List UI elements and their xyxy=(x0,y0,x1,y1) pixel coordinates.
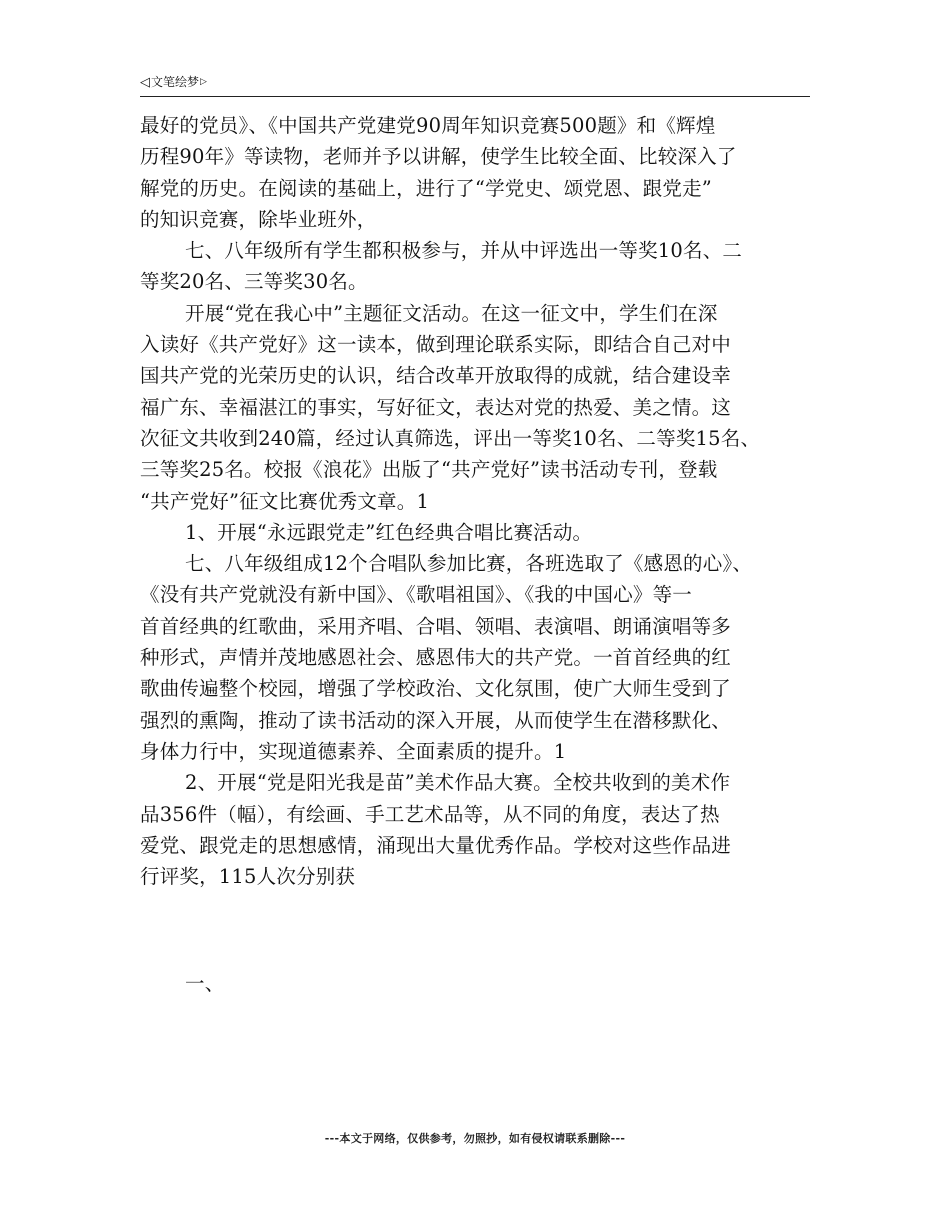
paragraph-start-line: 开展“党在我心中”主题征文活动。在这一征文中，学生们在深 xyxy=(185,301,718,325)
body-line: 等奖20名、三等奖30名。 xyxy=(140,270,368,294)
body-line: 解党的历史。在阅读的基础上，进行了“学党史、颂党恩、跟党走” xyxy=(140,176,712,200)
header-brand xyxy=(140,74,207,91)
paragraph-start-line: 七、八年级组成12个合唱队参加比赛，各班选取了《感恩的心》、 xyxy=(185,552,753,576)
page-footer: ---本文于网络，仅供参考，勿照抄，如有侵权请联系删除--- xyxy=(324,1132,626,1145)
spacer xyxy=(140,892,820,968)
body-line: 福广东、幸福湛江的事实，写好征文，表达对党的热爱、美之情。这 xyxy=(140,395,732,419)
body-line: 种形式，声情并茂地感恩社会、感恩伟大的共产党。一首首经典的红 xyxy=(140,646,732,670)
body-line: 《没有共产党就没有新中国》、《歌唱祖国》、《我的中国心》等一 xyxy=(140,583,693,607)
body-line: 的知识竞赛，除毕业班外， xyxy=(140,207,377,231)
body-line: 三等奖25名。校报《浪花》出版了“共产党好”读书活动专刊，登载 xyxy=(140,458,718,482)
body-line: 历程90年》等读物，老师并予以讲解，使学生比较全面、比较深入了 xyxy=(140,145,737,169)
document-body xyxy=(140,110,820,1000)
page-header xyxy=(140,74,810,97)
body-line: 品356件（幅），有绘画、手工艺术品等，从不同的角度，表达了热 xyxy=(140,802,720,826)
body-line: 行评奖，115人次分别获 xyxy=(140,865,356,889)
triangle-right-icon: ▷ xyxy=(200,77,207,87)
body-line: 强烈的熏陶，推动了读书活动的深入开展，从而使学生在潜移默化、 xyxy=(140,708,732,732)
body-line: 爱党、跟党走的思想感情，涌现出大量优秀作品。学校对这些作品进 xyxy=(140,833,732,857)
body-line: 入读好《共产党好》这一读本，做到理论联系实际，即结合自己对中 xyxy=(140,333,732,357)
body-line: 首首经典的红歌曲，采用齐唱、合唱、领唱、表演唱、朗诵演唱等多 xyxy=(140,614,732,638)
body-line: 身体力行中，实现道德素养、全面素质的提升。1 xyxy=(140,739,567,763)
body-line: 最好的党员》、《中国共产党建党90周年知识竞赛500题》和《辉煌 xyxy=(140,114,716,137)
body-line: 歌曲传遍整个校园，增强了学校政治、文化氛围，使广大师生受到了 xyxy=(140,677,732,701)
body-line: 次征文共收到240篇，经过认真筛选，评出一等奖10名、二等奖15名、 xyxy=(140,426,761,450)
header-brand-text: 文笔绘梦 xyxy=(151,75,200,89)
paragraph-start-line: 2、开展“党是阳光我是苗”美术作品大赛。全校共收到的美术作 xyxy=(185,771,731,795)
body-line: 国共产党的光荣历史的认识，结合改革开放取得的成就，结合建设幸 xyxy=(140,364,732,388)
paragraph-start-line: 1、开展“永远跟党走”红色经典合唱比赛活动。 xyxy=(185,520,593,544)
body-line: “共产党好”征文比赛优秀文章。1 xyxy=(140,489,430,513)
paragraph-start-line: 七、八年级所有学生都积极参与，并从中评选出一等奖10名、二 xyxy=(185,239,743,263)
triangle-left-icon: ◁ xyxy=(140,75,150,90)
section-heading-number: 一、 xyxy=(185,972,225,996)
